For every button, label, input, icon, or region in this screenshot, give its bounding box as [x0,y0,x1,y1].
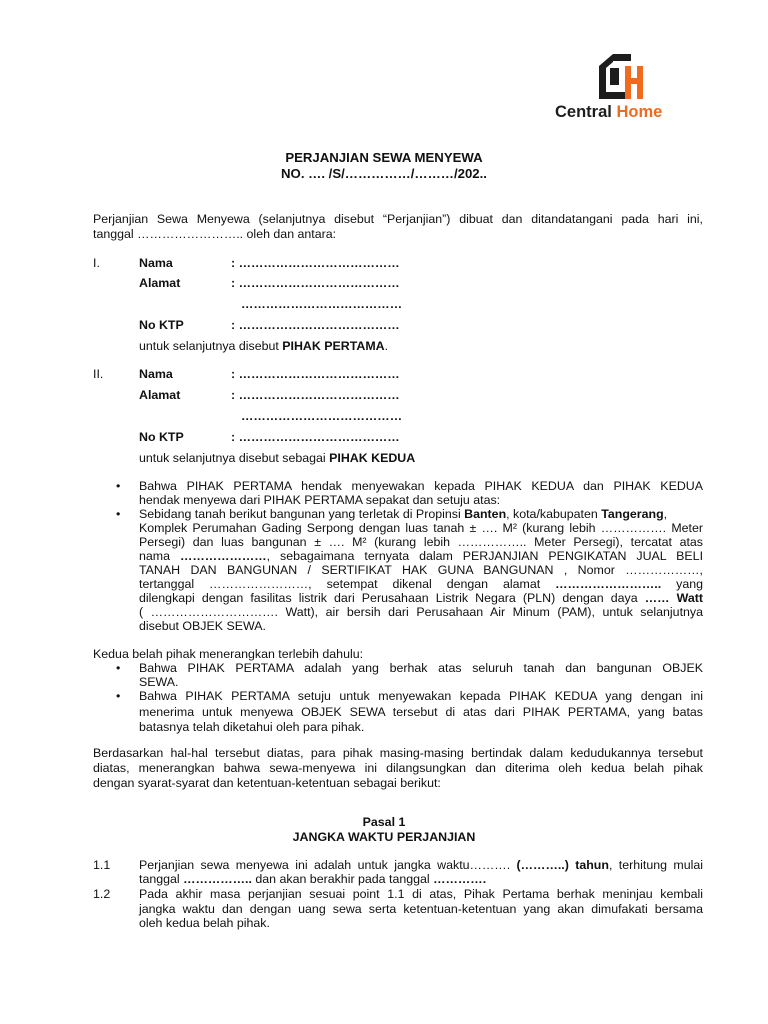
party-1-ktp-value: : ………………………………… [231,318,400,332]
object-line-9: disebut OBJEK SEWA. [139,619,266,633]
intro-line-1: Perjanjian Sewa Menyewa (selanjutnya disebut “Perjanjian”) dibuat dan ditandatangani pada hari ini, [93,212,703,226]
object-line-3: Persegi) dan luas bangunan ± …. M² (kurang lebih …………….. Meter Persegi), tercatat atas [139,535,703,549]
object-line-5: TANAH DAN BANGUNAN / SERTIFIKAT HAK GUNA BANGUNAN , Nomor ………………, [139,563,703,577]
party-2-address-label: Alamat [139,388,181,402]
clause-1-2-line-3: oleh kedua belah pihak. [139,916,270,930]
recital-1-line-1: Bahwa PIHAK PERTAMA adalah yang berhak atas seluruh tanah dan bangunan OBJEK [139,661,703,675]
object-line-6: tertanggal ……………………, setempat dikenal dengan alamat …………………….. yang [139,577,703,591]
party-2-address-value: : ………………………………… [231,388,400,402]
clause-1-2-line-2: jangka waktu dan dengan uang sewa serta ketentuan-ketentuan yang akan dimufakati bersama [139,902,703,916]
bullet-icon: • [116,689,121,703]
bullet-1-line-2: hendak menyewa dari PIHAK PERTAMA sepakat dan setuju atas: [139,493,501,507]
party-2-description: untuk selanjutnya disebut sebagai PIHAK KEDUA [139,451,416,465]
party-1-name-label: Nama [139,256,173,270]
object-line-2: Komplek Perumahan Gading Serpong dengan luas tanah ± …. M² (kurang lebih ……………. Meter [139,521,703,535]
party-2-name-label: Nama [139,367,173,381]
party-1-description: untuk selanjutnya disebut PIHAK PERTAMA. [139,339,389,353]
party-1-address-value: : ………………………………… [231,276,400,290]
clause-1-1-line-1: Perjanjian sewa menyewa ini adalah untuk jangka waktu………. (………..) tahun, terhitung mulai [139,858,703,872]
party-2-address-value-2: ………………………………… [241,409,403,423]
article-1-title: Pasal 1 [362,815,406,829]
terms-intro-line-3: dengan syarat-syarat dan ketentuan-ketentuan sebagai berikut: [93,776,441,790]
party-2-name-value: : ………………………………… [231,367,400,381]
recital-2-line-2: menerima untuk menyewa OBJEK SEWA tersebut di atas dari PIHAK PERTAMA, yang batas [139,705,703,719]
house-logo-icon [595,52,647,100]
object-line-1: Sebidang tanah berikut bangunan yang terletak di Propinsi Banten, kota/kabupaten Tangerang, [139,507,668,521]
party-2-ktp-label: No KTP [139,430,184,444]
object-line-7: dilengkapi dengan fasilitas listrik dari Perusahaan Listrik Negara (PLN) dengan daya …… Watt [139,591,703,605]
clause-1-2-line-1: Pada akhir masa perjanjian sesuai point 1.1 di atas, Pihak Pertama berhak meninjau kembali [139,887,703,901]
terms-intro-line-2: diatas, menerangkan bahwa sewa-menyewa ini dilangsungkan dan diterima oleh kedua belah pihak [93,761,703,775]
bullet-icon: • [116,507,121,521]
party-2-numeral: II. [93,367,104,381]
party-1-name-value: : ………………………………… [231,256,400,270]
clause-1-1-line-2: tanggal …………….. dan akan berakhir pada tanggal …………. [139,872,487,886]
object-line-4: nama …………………, sebagaimana ternyata dalam PERJANJIAN PENGIKATAN JUAL BELI [139,549,704,563]
central-home-logo [555,52,685,124]
clause-1-1-number: 1.1 [93,858,111,872]
party-1-address-label: Alamat [139,276,181,290]
intro-line-2: tanggal …………………….. oleh dan antara: [93,227,337,241]
recital-2-line-1: Bahwa PIHAK PERTAMA setuju untuk menyewakan kepada PIHAK KEDUA yang dengan ini [139,689,703,703]
party-2-ktp-value: : ………………………………… [231,430,400,444]
logo-wordmark: Central Home [555,103,663,121]
recital-1-line-2: SEWA. [139,675,179,689]
document-number: NO. …. /S/……………/………/202.. [281,166,487,181]
party-1-numeral: I. [93,256,100,270]
recital-2-line-3: batasnya telah diketahui oleh para pihak. [139,720,365,734]
document-title: PERJANJIAN SEWA MENYEWA [285,150,483,165]
article-1-subtitle: JANGKA WAKTU PERJANJIAN [292,830,476,844]
clause-1-2-number: 1.2 [93,887,111,901]
terms-intro-line-1: Berdasarkan hal-hal tersebut diatas, para pihak masing-masing bertindak dalam kedudukannya tersebut [93,746,703,760]
object-line-8: ( …………………………. Watt), air bersih dari Perusahaan Air Minum (PAM), untuk selanjutnya [139,605,703,619]
bullet-icon: • [116,661,121,675]
recitals-intro: Kedua belah pihak menerangkan terlebih dahulu: [93,647,364,661]
party-1-ktp-label: No KTP [139,318,184,332]
party-1-address-value-2: ………………………………… [241,297,403,311]
bullet-1-line-1: Bahwa PIHAK PERTAMA hendak menyewakan kepada PIHAK KEDUA dan PIHAK KEDUA [139,479,703,493]
bullet-icon: • [116,479,121,493]
